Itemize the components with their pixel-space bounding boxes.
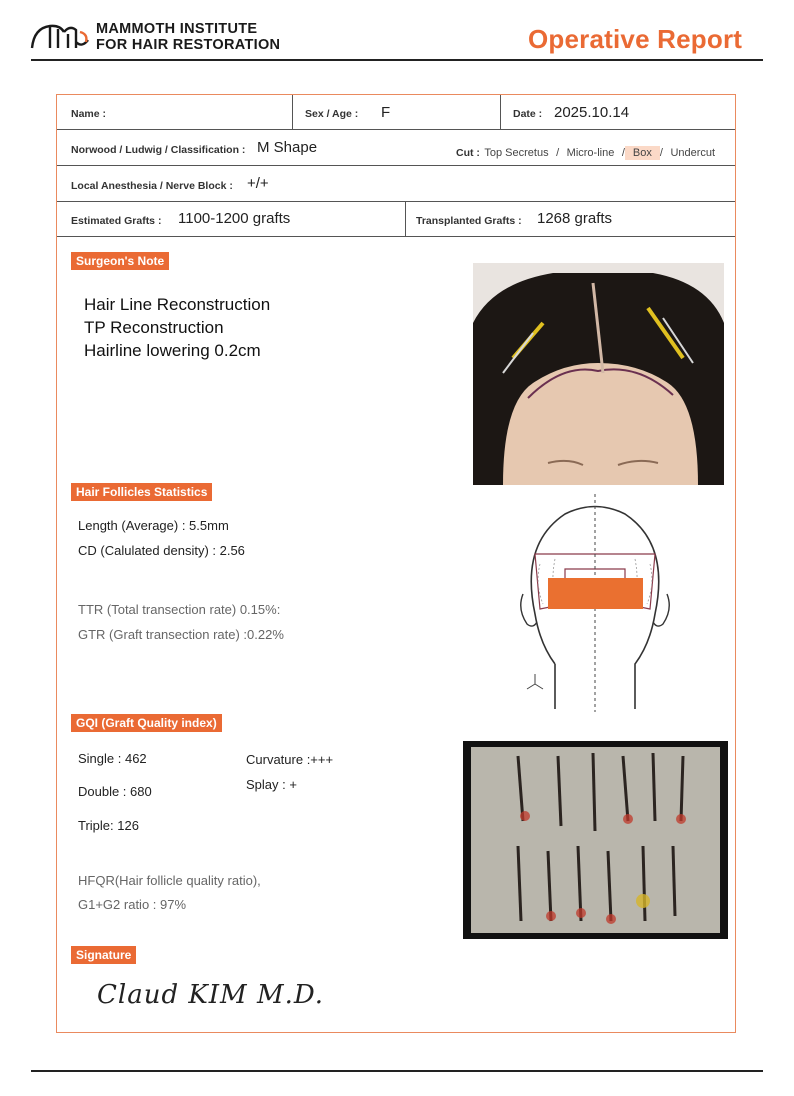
stat-cd: CD (Calulated density) : 2.56 [78,543,245,558]
row-divider [57,165,735,166]
estimated-grafts-label: Estimated Grafts : [71,215,162,227]
classification-value: M Shape [257,139,318,156]
row-divider [57,236,735,237]
transplanted-grafts-value: 1268 grafts [537,210,613,227]
gqi-single: Single : 462 [78,751,147,766]
sex-age-label: Sex / Age : [305,108,359,120]
graft-photo [463,741,728,939]
signature-text: Claud KIM M.D. [97,980,325,1010]
estimated-grafts-value: 1100-1200 grafts [178,210,291,227]
cut-option-top-secretus: Top Secretus [484,147,549,159]
note-line: Hair Line Reconstruction [84,295,271,314]
stat-length: Length (Average) : 5.5mm [78,518,229,533]
stat-gtr: GTR (Graft transection rate) :0.22% [78,627,284,642]
signature-heading: Signature [71,946,136,964]
hairline-photo [473,263,724,485]
transplanted-grafts-label: Transplanted Grafts : [416,215,522,227]
footer-divider [31,1070,763,1072]
col-divider [500,95,501,129]
cut-option-box-selected: Box [625,146,660,160]
anesthesia-label: Local Anesthesia / Nerve Block : [71,180,233,192]
note-line: Hairline lowering 0.2cm [84,341,261,360]
gqi-heading: GQI (Graft Quality index) [71,714,222,732]
gqi-triple: Triple: 126 [78,818,139,833]
cut-label: Cut : [456,147,480,159]
header-divider [31,59,763,61]
cut-options: Cut : Top Secretus / Micro-line / Box / Undercut [456,147,716,159]
date-label: Date : [513,108,543,120]
surgeon-note-body [84,293,270,362]
cut-option-micro-line: Micro-line [566,147,615,159]
anesthesia-value: +/+ [247,175,269,192]
stats-heading: Hair Follicles Statistics [71,483,212,501]
surgeon-note-heading: Surgeon's Note [71,252,169,270]
donor-area-diagram [515,494,675,712]
note-line: TP Reconstruction [84,318,224,337]
logo-line-2: FOR HAIR RESTORATION [96,36,281,53]
gqi-double: Double : 680 [78,784,152,799]
mammoth-logo-icon [30,20,92,52]
gqi-curvature: Curvature :+++ [246,752,334,767]
institute-name [96,22,280,53]
name-label: Name : [71,108,107,120]
gqi-ratio: G1+G2 ratio : 97% [78,897,187,912]
row-divider [57,201,735,202]
logo-line-1: MAMMOTH INSTITUTE [96,21,258,37]
stat-ttr: TTR (Total transection rate) 0.15%: [78,602,281,617]
sex-age-value: F [381,104,391,121]
date-value: 2025.10.14 [554,104,630,121]
col-divider [405,201,406,236]
cut-option-undercut: Undercut [670,147,716,159]
gqi-splay: Splay : + [246,777,297,792]
col-divider [292,95,293,129]
gqi-hfqr: HFQR(Hair follicle quality ratio), [78,873,261,888]
classification-label: Norwood / Ludwig / Classification : [71,144,246,156]
row-divider [57,129,735,130]
report-title: Operative Report [528,24,743,54]
